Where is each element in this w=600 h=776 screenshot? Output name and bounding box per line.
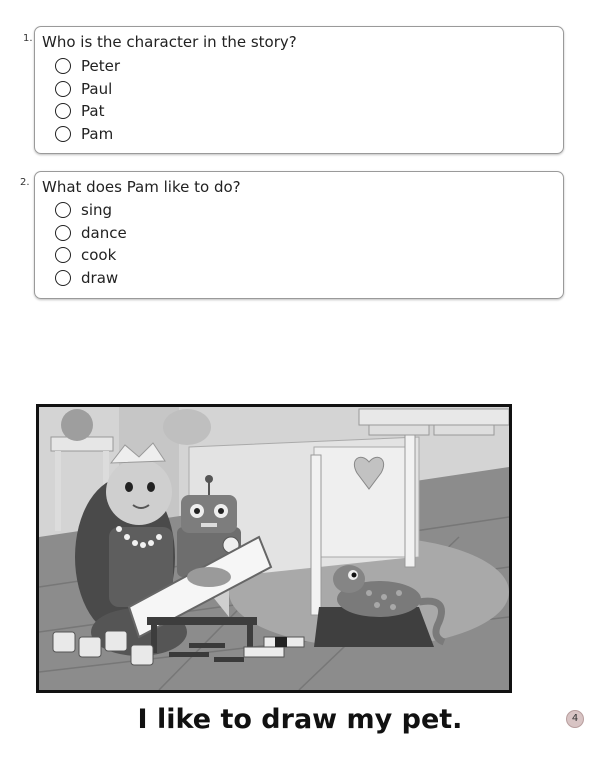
option-label: Paul [81, 80, 113, 98]
radio-button[interactable] [55, 58, 71, 74]
option-label: Peter [81, 57, 121, 75]
story-caption: I like to draw my pet. [137, 704, 463, 735]
option-label: cook [81, 246, 117, 264]
question-2-text: What does Pam like to do? [42, 178, 241, 196]
question-2-option-4[interactable] [55, 268, 118, 288]
question-2-number: 2. [20, 177, 30, 188]
radio-button[interactable] [55, 202, 71, 218]
option-label: Pam [81, 125, 114, 143]
question-2-option-3[interactable] [55, 245, 116, 265]
question-2-option-2[interactable] [55, 223, 127, 243]
radio-button[interactable] [55, 247, 71, 263]
radio-button[interactable] [55, 126, 71, 142]
question-1-option-1[interactable] [55, 56, 120, 76]
option-label: sing [81, 201, 113, 219]
question-2-option-1[interactable] [55, 200, 112, 220]
radio-button[interactable] [55, 225, 71, 241]
question-2-card [34, 171, 564, 299]
question-1-text: Who is the character in the story? [42, 33, 297, 51]
option-label: draw [81, 269, 119, 287]
radio-button[interactable] [55, 81, 71, 97]
option-label: Pat [81, 102, 105, 120]
radio-button[interactable] [55, 103, 71, 119]
question-1-card [34, 26, 564, 154]
question-1-number: 1. [23, 33, 33, 44]
question-1-option-2[interactable] [55, 79, 112, 99]
radio-button[interactable] [55, 270, 71, 286]
story-illustration [36, 404, 512, 693]
question-1-option-3[interactable] [55, 101, 104, 121]
page-number-badge: 4 [566, 710, 584, 728]
girl-drawing-pet-illustration [39, 407, 509, 690]
option-label: dance [81, 224, 127, 242]
question-1-option-4[interactable] [55, 124, 113, 144]
